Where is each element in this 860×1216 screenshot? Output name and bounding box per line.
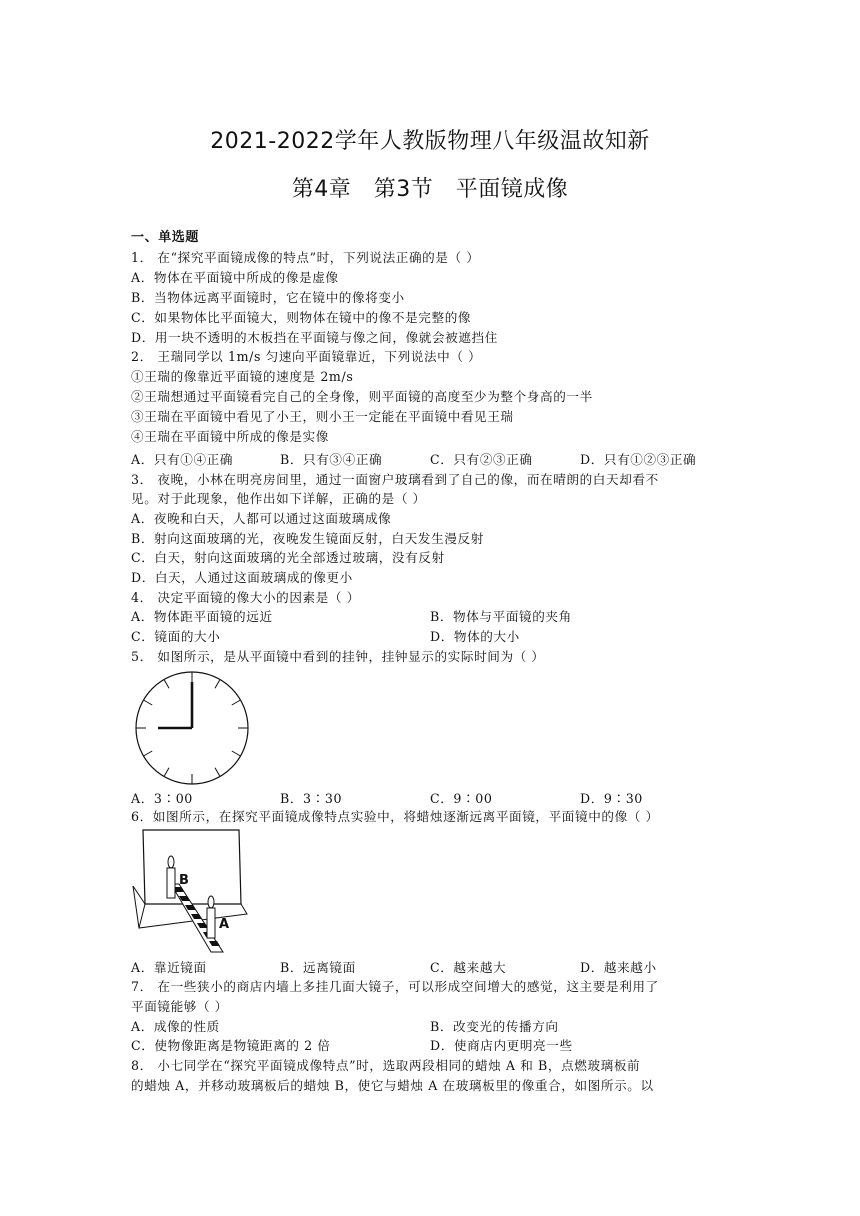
q2-option-a: A．只有①④正确 <box>131 452 234 467</box>
q5-option-d: D．9∶30 <box>580 791 643 806</box>
q4-option-b: B．物体与平面镜的夹角 <box>430 609 572 624</box>
q7-option-a: A．成像的性质 <box>131 1019 220 1034</box>
q7-stem-line1: 7． 在一些狭小的商店内墙上多挂几面大镜子，可以形成空间增大的感觉，这主要是利用了 <box>131 979 659 994</box>
candle-b-label: B <box>179 873 189 888</box>
q6-option-b: B．远离镜面 <box>280 960 356 975</box>
q3-option-a: A．夜晚和白天，人都可以通过这面玻璃成像 <box>131 511 392 526</box>
q2-statement-4: ④王瑞在平面镜中所成的像是实像 <box>131 429 329 444</box>
q1-stem: 1． 在“探究平面镜成像的特点”时，下列说法正确的是（ ） <box>131 250 480 265</box>
q2-statement-3: ③王瑞在平面镜中看见了小王，则小王一定能在平面镜中看见王瑞 <box>131 409 514 424</box>
q5-option-c: C．9∶00 <box>430 791 493 806</box>
q6-option-d: D．越来越小 <box>580 960 657 975</box>
q4-option-a: A．物体距平面镜的远近 <box>131 609 273 624</box>
q1-option-b: B．当物体远离平面镜时，它在镜中的像将变小 <box>131 290 405 305</box>
q7-option-c: C．使物像距离是物镜距离的 2 倍 <box>131 1038 331 1053</box>
q6-option-c: C．越来越大 <box>430 960 507 975</box>
q2-statement-2: ②王瑞想通过平面镜看完自己的全身像，则平面镜的高度至少为整个身高的一半 <box>131 389 593 404</box>
q3-option-b: B．射向这面玻璃的光，夜晚发生镜面反射，白天发生漫反射 <box>131 531 484 546</box>
q6-option-a: A．靠近镜面 <box>131 960 207 975</box>
q2-option-b: B．只有③④正确 <box>280 452 383 467</box>
glass-plate <box>143 830 241 904</box>
q3-option-c: C．白天，射向这面玻璃的光全部透过玻璃，没有反射 <box>131 550 445 565</box>
q4-option-d: D．物体的大小 <box>430 629 520 644</box>
q7-option-b: B．改变光的传播方向 <box>430 1019 559 1034</box>
q2-stem: 2． 王瑞同学以 1m/s 匀速向平面镜靠近，下列说法中（ ） <box>131 349 482 364</box>
q8-stem-line1: 8． 小七同学在“探究平面镜成像特点”时，选取两段相同的蜡烛 A 和 B，点燃玻璃板前 <box>131 1058 641 1073</box>
q3-stem-line1: 3． 夜晚，小林在明亮房间里，通过一面窗户玻璃看到了自己的像，而在晴朗的白天却看不 <box>131 472 659 487</box>
q6-stem: 6．如图所示，在探究平面镜成像特点实验中，将蜡烛逐渐远离平面镜，平面镜中的像（ ） <box>131 809 659 824</box>
candle-a <box>207 896 215 938</box>
q2-statement-1: ①王瑞的像靠近平面镜的速度是 2m/s <box>131 369 354 384</box>
q1-option-c: C．如果物体比平面镜大，则物体在镜中的像不是完整的像 <box>131 310 472 325</box>
section-heading: 一、单选题 <box>131 230 200 245</box>
q5-option-a: A．3∶00 <box>131 791 193 806</box>
q3-option-d: D．白天，人通过这面玻璃成的像更小 <box>131 570 353 585</box>
q5-stem: 5． 如图所示，是从平面镜中看到的挂钟，挂钟显示的实际时间为（ ） <box>131 649 545 664</box>
chapter-subtitle: 第4章 第3节 平面镜成像 <box>291 177 569 202</box>
candle-a-label: A <box>219 917 230 932</box>
q5-option-b: B．3∶30 <box>280 791 343 806</box>
q4-option-c: C．镜面的大小 <box>131 629 221 644</box>
q7-option-d: D．使商店内更明亮一些 <box>430 1038 573 1053</box>
q1-option-a: A．物体在平面镜中所成的像是虚像 <box>131 270 339 285</box>
mirror-clock-figure <box>131 669 253 787</box>
q2-option-d: D．只有①②③正确 <box>580 452 697 467</box>
q4-stem: 4． 决定平面镜的像大小的因素是（ ） <box>131 590 360 605</box>
document-title: 2021-2022学年人教版物理八年级温故知新 <box>210 129 650 154</box>
mirror-candle-figure <box>131 826 253 956</box>
q7-stem-line2: 平面镜能够（ ） <box>131 999 228 1014</box>
q8-stem-line2: 的蜡烛 A，并移动玻璃板后的蜡烛 B，使它与蜡烛 A 在玻璃板里的像重合，如图所示。以 <box>131 1078 654 1093</box>
q3-stem-line2: 见。对于此现象，他作出如下详解，正确的是（ ） <box>131 491 426 506</box>
q2-option-c: C．只有②③正确 <box>430 452 533 467</box>
candle-b <box>167 856 175 898</box>
q1-option-d: D．用一块不透明的木板挡在平面镜与像之间，像就会被遮挡住 <box>131 330 498 345</box>
